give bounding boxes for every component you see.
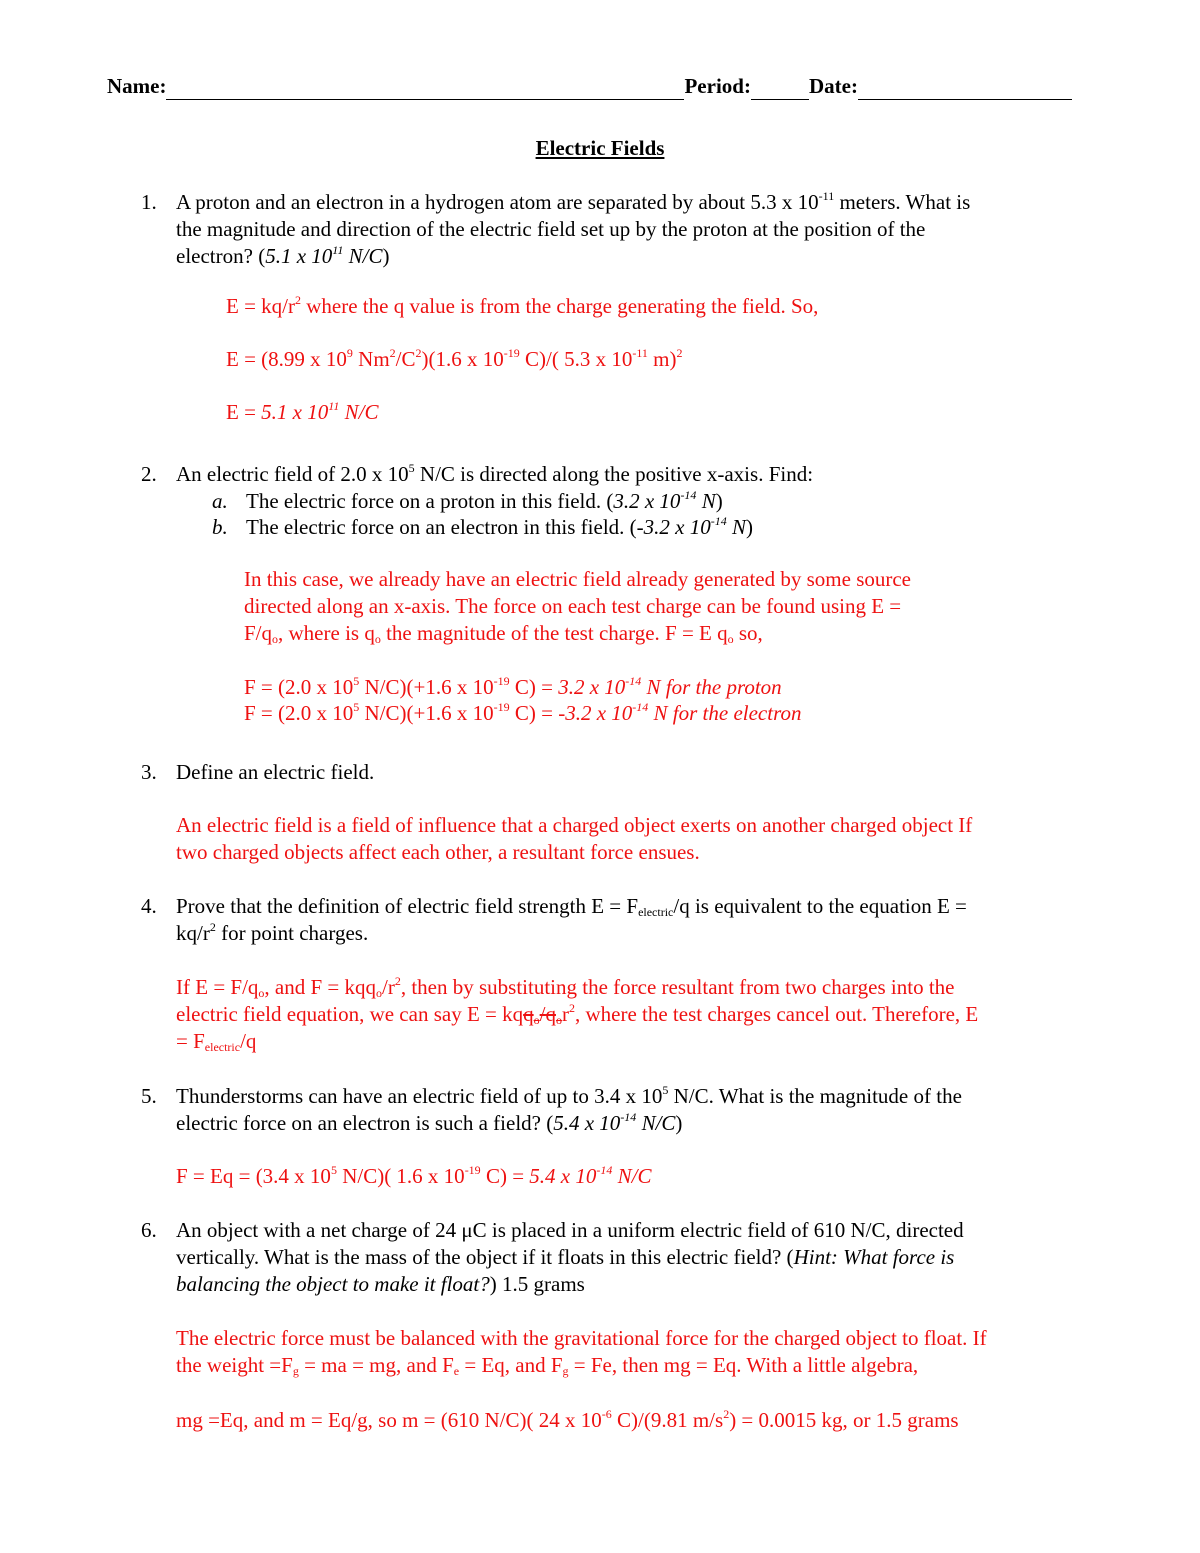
answer-1-line-3: E = 5.1 x $10^{11}$ N/C [226, 399, 379, 424]
answer-2-line-1: In this case, we already have an electric field already generated by some source [244, 567, 912, 591]
period-label: Period: [684, 74, 751, 98]
answer-2-line-2: directed along an x-axis. The force on each test charge can be found using E = [244, 594, 902, 618]
answer-6-line-2: the weight $=F_g$ = ma = mg, and $F_e = Eq$, and $F_g = Fe$, then mg = Eq. With a little algebra, [176, 1353, 919, 1378]
question-3-number: 3. [141, 760, 157, 784]
date-label: Date: [808, 74, 858, 98]
answer-2-electron-force: F = (2.0 x $10^5$ N/C)(+1.6 x $10^{-19}$ C) = -3.2 x $10^{-14}$ N for the electron [244, 700, 802, 725]
question-6-line-2: vertically. What is the mass of the object if it floats in this electric field? (Hint: What force is [176, 1245, 955, 1269]
answer-3-line-2: two charged objects affect each other, a resultant force ensues. [176, 840, 700, 864]
question-1-number: 1. [141, 190, 157, 214]
date-field[interactable] [858, 77, 1072, 100]
answer-3-line-1: An electric field is a field of influence that a charged object exerts on another charged object If [176, 813, 973, 837]
question-2a-label: a. [212, 489, 228, 513]
answer-1-line-2: E = (8.99 x $10^9$ $Nm^2/C^2)(1.6$ x $10^{-19}$ C)/( 5.3 x $10^{-11}$ m)$^2$ [226, 346, 683, 371]
answer-6-line-1: The electric force must be balanced with the gravitational force for the charged object to float. If [176, 1326, 987, 1350]
question-4-line-1: Prove that the definition of electric field strength $E = F_{electric}/q$ is equivalent to the equation E = [176, 894, 967, 919]
answer-4-line-1: If $E = F/q_o$, and $F = kqq_o/r^2$, then by substituting the force resultant from two charges into the [176, 974, 955, 1000]
answer-1-line-1: $E = kq/r^2$ where the q value is from the charge generating the field. So, [226, 293, 819, 318]
question-2b-text: The electric force on an electron in this field. (-3.2 x $10^{-14}$ N) [246, 514, 753, 539]
question-5-line-2: electric force on an electron is such a field? (5.4 x $10^{-14}$ N/C) [176, 1110, 683, 1135]
answer-5-line: F = Eq = (3.4 x $10^5$ N/C)( 1.6 x $10^{-19}$ C) = 5.4 x $10^{-14}$ N/C [176, 1163, 652, 1188]
period-field[interactable] [751, 77, 809, 100]
name-field[interactable] [166, 77, 684, 100]
question-1-line-1: A proton and an electron in a hydrogen atom are separated by about 5.3 x $10^{-11}$ meters. What is [176, 189, 971, 214]
answer-4-line-2: electric field equation, we can say $E = kqq_o/q_or^2$, where the test charges cancel out. Therefore, E [176, 1001, 979, 1027]
question-5-number: 5. [141, 1084, 157, 1108]
answer-2-line-3: $F/q_o$, where is $q_o$ the magnitude of the test charge. F = E $q_o$ so, [244, 621, 763, 646]
name-label: Name: [107, 74, 167, 98]
question-2-number: 2. [141, 462, 157, 486]
question-1-line-2: the magnitude and direction of the electric field set up by the proton at the position of the [176, 217, 926, 241]
question-6-number: 6. [141, 1218, 157, 1242]
question-6-line-1: An object with a net charge of 24 μC is placed in a uniform electric field of 610 N/C, directed [176, 1218, 964, 1242]
question-4-line-2: $kq/r^2$ for point charges. [176, 920, 369, 945]
header-row [107, 73, 1092, 100]
question-5-line-1: Thunderstorms can have an electric field of up to 3.4 x $10^5$ N/C. What is the magnitude of the [176, 1083, 962, 1108]
question-2a-text: The electric force on a proton in this field. (3.2 x $10^{-14}$ N) [246, 488, 723, 513]
answer-4-line-3: = $F_{electric}/q$ [176, 1029, 257, 1054]
page-title: Electric Fields [535, 136, 665, 160]
question-6-line-3: balancing the object to make it float?) 1.5 grams [176, 1272, 585, 1296]
answer-6-line-3: mg =Eq, and m = Eq/g, so m = (610 N/C)( 24 x $10^{-6}$ C)/(9.81 $m/s^2) = 0.0015$ kg, or 1.5 grams [176, 1407, 959, 1432]
question-1-line-3: electron? (5.1 x $10^{11}$ N/C) [176, 243, 390, 268]
question-3-text: Define an electric field. [176, 760, 375, 784]
answer-2-proton-force: F = (2.0 x $10^5$ N/C)(+1.6 x $10^{-19}$ C) = 3.2 x $10^{-14}$ N for the proton [244, 674, 782, 699]
question-2-line-1: An electric field of 2.0 x $10^5$ N/C is directed along the positive x-axis. Find: [176, 461, 814, 486]
question-4-number: 4. [141, 894, 157, 918]
question-2b-label: b. [212, 515, 228, 539]
